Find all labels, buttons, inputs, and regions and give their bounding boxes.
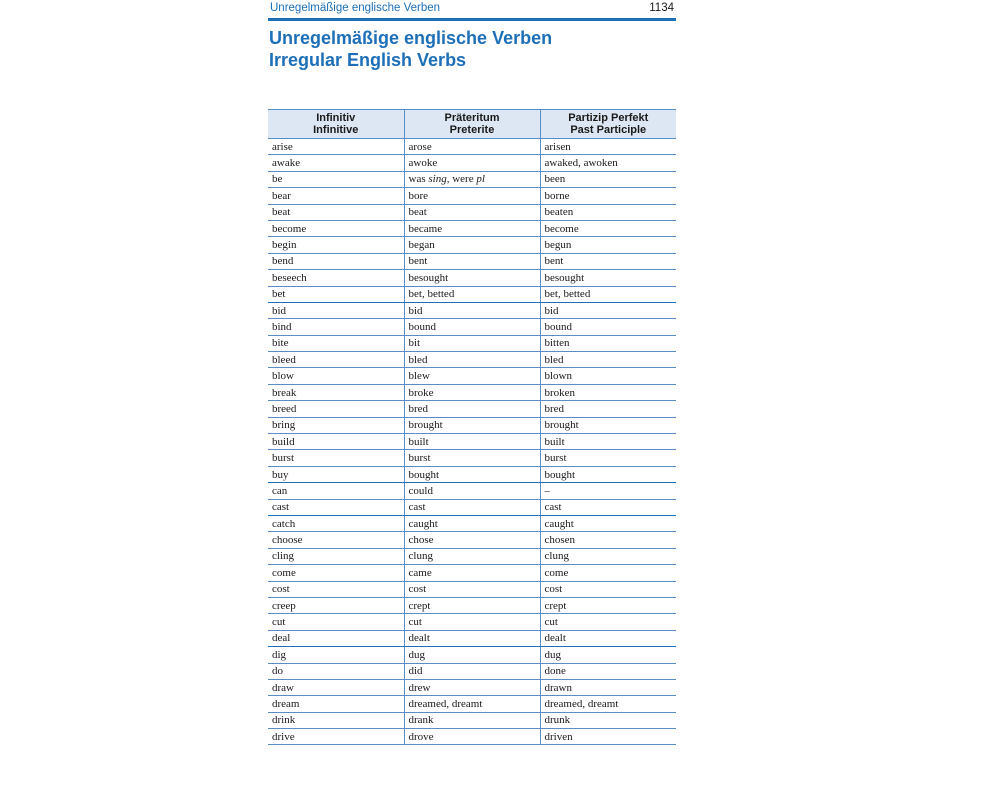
column-header-en: Preterite [449,124,495,136]
preterite-cell: bent [404,253,540,269]
participle-cell: bent [540,253,676,269]
infinitive-cell: beseech [268,270,404,286]
preterite-cell: became [404,220,540,236]
table-row [268,417,676,433]
preterite-cell: cut [404,614,540,630]
infinitive-cell: drive [268,729,404,745]
preterite-cell: crept [404,597,540,613]
infinitive-cell: can [268,483,404,499]
participle-cell: bled [540,352,676,368]
table-row [268,696,676,712]
infinitive-cell: cut [268,614,404,630]
preterite-cell: dug [404,647,540,663]
infinitive-cell: bear [268,188,404,204]
preterite-cell [404,171,540,187]
infinitive-cell: deal [268,630,404,646]
table-row [268,729,676,745]
infinitive-cell: dig [268,647,404,663]
table-row [268,188,676,204]
infinitive-cell: draw [268,679,404,695]
participle-cell: done [540,663,676,679]
preterite-cell: arose [404,139,540,155]
table-row [268,155,676,171]
dictionary-page [268,0,676,743]
participle-cell: caught [540,515,676,531]
infinitive-cell: breed [268,401,404,417]
table-row [268,401,676,417]
table-body [268,139,676,745]
infinitive-cell: catch [268,515,404,531]
table-header [268,110,676,139]
table-row [268,565,676,581]
participle-cell: begun [540,237,676,253]
preterite-cell: could [404,483,540,499]
table-row [268,237,676,253]
participle-cell: bought [540,466,676,482]
table-row [268,630,676,646]
participle-cell: bitten [540,335,676,351]
table-row [268,581,676,597]
preterite-cell: dreamed, dreamt [404,696,540,712]
table-row [268,270,676,286]
participle-cell: bet, betted [540,286,676,302]
infinitive-cell: bet [268,286,404,302]
participle-cell: cut [540,614,676,630]
participle-cell: brought [540,417,676,433]
preterite-cell: cast [404,499,540,515]
infinitive-cell: become [268,220,404,236]
participle-cell: burst [540,450,676,466]
participle-cell: built [540,434,676,450]
preterite-text: , were [446,173,477,186]
table-row [268,204,676,220]
running-title: Unregelmäßige englische Verben [270,2,441,14]
infinitive-cell: beat [268,204,404,220]
preterite-cell: awoke [404,155,540,171]
preterite-cell: blew [404,368,540,384]
table-row [268,597,676,613]
infinitive-cell: awake [268,155,404,171]
table-row [268,483,676,499]
infinitive-cell: break [268,384,404,400]
participle-cell: been [540,171,676,187]
column-header-de: Partizip Perfekt [568,112,649,124]
preterite-cell: caught [404,515,540,531]
table-row [268,335,676,351]
column-header-de: Infinitiv [316,112,356,124]
participle-cell: awaked, awoken [540,155,676,171]
title-english: Irregular English Verbs [269,50,467,70]
participle-cell: crept [540,597,676,613]
column-header-participle [540,110,676,139]
participle-cell: become [540,220,676,236]
participle-cell: dug [540,647,676,663]
preterite-cell: brought [404,417,540,433]
section-titles [268,27,676,71]
preterite-cell: bought [404,466,540,482]
table-row [268,515,676,531]
infinitive-cell: bleed [268,352,404,368]
title-german: Unregelmäßige englische Verben [269,28,553,48]
table-row [268,548,676,564]
table-row [268,434,676,450]
infinitive-cell: bend [268,253,404,269]
participle-cell: clung [540,548,676,564]
preterite-cell: bound [404,319,540,335]
grammar-abbreviation: pl [476,173,485,186]
infinitive-cell: be [268,171,404,187]
infinitive-cell: arise [268,139,404,155]
table-row [268,663,676,679]
preterite-cell: clung [404,548,540,564]
participle-cell: broken [540,384,676,400]
infinitive-cell: bid [268,302,404,318]
preterite-cell: began [404,237,540,253]
preterite-cell: cost [404,581,540,597]
column-header-de: Präteritum [444,112,500,124]
participle-cell: drunk [540,712,676,728]
header-row [268,110,676,139]
participle-cell: cast [540,499,676,515]
infinitive-cell: dream [268,696,404,712]
participle-cell: – [540,483,676,499]
preterite-cell: bet, betted [404,286,540,302]
table-row [268,647,676,663]
table-row [268,352,676,368]
infinitive-cell: blow [268,368,404,384]
preterite-cell: broke [404,384,540,400]
participle-cell: dreamed, dreamt [540,696,676,712]
preterite-cell: did [404,663,540,679]
grammar-abbreviation: sing [428,173,447,186]
table-row [268,712,676,728]
table-row [268,171,676,187]
infinitive-cell: build [268,434,404,450]
running-header [268,0,676,21]
infinitive-cell: bring [268,417,404,433]
preterite-cell: beat [404,204,540,220]
infinitive-cell: come [268,565,404,581]
infinitive-cell: buy [268,466,404,482]
preterite-cell: burst [404,450,540,466]
table-row [268,384,676,400]
preterite-cell: built [404,434,540,450]
preterite-cell: bore [404,188,540,204]
infinitive-cell: choose [268,532,404,548]
participle-cell: borne [540,188,676,204]
table-row [268,368,676,384]
preterite-cell: dealt [404,630,540,646]
infinitive-cell: bite [268,335,404,351]
participle-cell: driven [540,729,676,745]
participle-cell: chosen [540,532,676,548]
table-row [268,286,676,302]
participle-cell: bound [540,319,676,335]
infinitive-cell: begin [268,237,404,253]
preterite-cell: bled [404,352,540,368]
table-row [268,220,676,236]
infinitive-cell: creep [268,597,404,613]
table-row [268,532,676,548]
table-row [268,466,676,482]
participle-cell: bid [540,302,676,318]
participle-cell: bred [540,401,676,417]
table-row [268,499,676,515]
preterite-cell: drank [404,712,540,728]
infinitive-cell: cast [268,499,404,515]
table-row [268,302,676,318]
column-header-en: Past Participle [570,124,647,136]
infinitive-cell: bind [268,319,404,335]
preterite-cell: came [404,565,540,581]
infinitive-cell: do [268,663,404,679]
column-header-en: Infinitive [313,124,359,136]
table-row [268,319,676,335]
infinitive-cell: burst [268,450,404,466]
participle-cell: besought [540,270,676,286]
preterite-cell: besought [404,270,540,286]
preterite-cell: drove [404,729,540,745]
table-row [268,679,676,695]
page-number: 1134 [649,2,674,14]
preterite-cell: bred [404,401,540,417]
participle-cell: come [540,565,676,581]
preterite-cell: chose [404,532,540,548]
participle-cell: dealt [540,630,676,646]
participle-cell: cost [540,581,676,597]
infinitive-cell: cling [268,548,404,564]
participle-cell: beaten [540,204,676,220]
column-header-infinitive [268,110,404,139]
column-header-preterite [404,110,540,139]
preterite-cell: drew [404,679,540,695]
participle-cell: drawn [540,679,676,695]
table-row [268,614,676,630]
preterite-cell: bit [404,335,540,351]
preterite-cell: bid [404,302,540,318]
table-row [268,139,676,155]
preterite-text: was [408,173,429,186]
table-row [268,253,676,269]
irregular-verbs-table [268,109,676,745]
table-row [268,450,676,466]
participle-cell: arisen [540,139,676,155]
participle-cell: blown [540,368,676,384]
infinitive-cell: cost [268,581,404,597]
infinitive-cell: drink [268,712,404,728]
